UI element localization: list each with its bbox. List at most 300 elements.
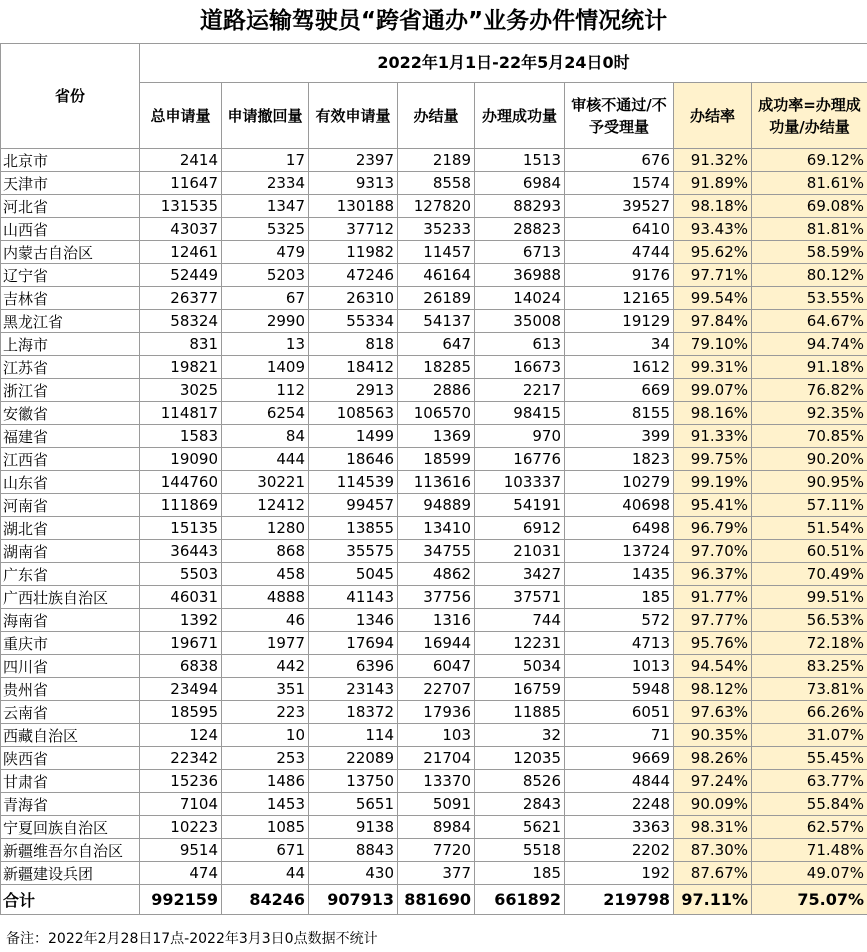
value-cell: 5045	[309, 563, 398, 586]
value-cell: 71	[565, 724, 674, 747]
value-cell: 103	[398, 724, 475, 747]
table-row	[1, 793, 867, 816]
value-cell: 19129	[565, 310, 674, 333]
value-cell: 223	[222, 701, 309, 724]
value-cell: 99.54%	[674, 287, 752, 310]
value-cell: 114817	[140, 402, 222, 425]
table-row	[1, 655, 867, 678]
value-cell: 26377	[140, 287, 222, 310]
value-cell: 35575	[309, 540, 398, 563]
province-cell: 河南省	[1, 494, 140, 517]
value-cell: 90.20%	[752, 448, 867, 471]
value-cell: 6254	[222, 402, 309, 425]
value-cell: 676	[565, 149, 674, 172]
footnote: 备注：2022年2月28日17点-2022年3月3日0点数据不统计	[6, 931, 378, 947]
province-cell: 甘肃省	[1, 770, 140, 793]
province-cell: 北京市	[1, 149, 140, 172]
value-cell: 91.89%	[674, 172, 752, 195]
value-cell: 43037	[140, 218, 222, 241]
column-header: 审核不通过/不予受理量	[565, 83, 674, 149]
value-cell: 98.31%	[674, 816, 752, 839]
value-cell: 92.35%	[752, 402, 867, 425]
province-cell: 福建省	[1, 425, 140, 448]
value-cell: 9138	[309, 816, 398, 839]
value-cell: 113616	[398, 471, 475, 494]
value-cell: 18646	[309, 448, 398, 471]
value-cell: 8984	[398, 816, 475, 839]
value-cell: 13750	[309, 770, 398, 793]
value-cell: 99.19%	[674, 471, 752, 494]
value-cell: 6047	[398, 655, 475, 678]
value-cell: 114	[309, 724, 398, 747]
table-row	[1, 678, 867, 701]
value-cell: 4713	[565, 632, 674, 655]
value-cell: 6713	[475, 241, 565, 264]
value-cell: 63.77%	[752, 770, 867, 793]
value-cell: 26310	[309, 287, 398, 310]
value-cell: 95.62%	[674, 241, 752, 264]
value-cell: 399	[565, 425, 674, 448]
value-cell: 103337	[475, 471, 565, 494]
province-cell: 黑龙江省	[1, 310, 140, 333]
value-cell: 1612	[565, 356, 674, 379]
value-cell: 2334	[222, 172, 309, 195]
table-row	[1, 839, 867, 862]
value-cell: 37756	[398, 586, 475, 609]
table-row	[1, 701, 867, 724]
table-row	[1, 770, 867, 793]
value-cell: 8558	[398, 172, 475, 195]
value-cell: 19821	[140, 356, 222, 379]
value-cell: 430	[309, 862, 398, 885]
value-cell: 114539	[309, 471, 398, 494]
value-cell: 11457	[398, 241, 475, 264]
value-cell: 111869	[140, 494, 222, 517]
value-cell: 62.57%	[752, 816, 867, 839]
province-cell: 重庆市	[1, 632, 140, 655]
province-cell: 西藏自治区	[1, 724, 140, 747]
table-row	[1, 425, 867, 448]
value-cell: 992159	[140, 885, 222, 915]
value-cell: 90.95%	[752, 471, 867, 494]
value-cell: 4744	[565, 241, 674, 264]
value-cell: 21704	[398, 747, 475, 770]
value-cell: 11885	[475, 701, 565, 724]
value-cell: 130188	[309, 195, 398, 218]
value-cell: 1085	[222, 816, 309, 839]
value-cell: 57.11%	[752, 494, 867, 517]
value-cell: 34755	[398, 540, 475, 563]
value-cell: 2843	[475, 793, 565, 816]
province-cell: 广西壮族自治区	[1, 586, 140, 609]
value-cell: 1435	[565, 563, 674, 586]
value-cell: 6410	[565, 218, 674, 241]
value-cell: 13410	[398, 517, 475, 540]
value-cell: 6838	[140, 655, 222, 678]
value-cell: 66.26%	[752, 701, 867, 724]
column-header: 办结率	[674, 83, 752, 149]
value-cell: 13	[222, 333, 309, 356]
value-cell: 28823	[475, 218, 565, 241]
value-cell: 72.18%	[752, 632, 867, 655]
value-cell: 76.82%	[752, 379, 867, 402]
table-row	[1, 724, 867, 747]
value-cell: 23143	[309, 678, 398, 701]
value-cell: 2248	[565, 793, 674, 816]
value-cell: 91.32%	[674, 149, 752, 172]
value-cell: 881690	[398, 885, 475, 915]
value-cell: 9514	[140, 839, 222, 862]
value-cell: 2189	[398, 149, 475, 172]
value-cell: 5034	[475, 655, 565, 678]
value-cell: 112	[222, 379, 309, 402]
value-cell: 90.35%	[674, 724, 752, 747]
value-cell: 6498	[565, 517, 674, 540]
value-cell: 3363	[565, 816, 674, 839]
value-cell: 17694	[309, 632, 398, 655]
table-row	[1, 333, 867, 356]
value-cell: 192	[565, 862, 674, 885]
value-cell: 34	[565, 333, 674, 356]
value-cell: 1347	[222, 195, 309, 218]
value-cell: 1346	[309, 609, 398, 632]
page-title: 道路运输驾驶员“跨省通办”业务办件情况统计	[199, 8, 668, 34]
value-cell: 94889	[398, 494, 475, 517]
value-cell: 831	[140, 333, 222, 356]
value-cell: 18599	[398, 448, 475, 471]
value-cell: 377	[398, 862, 475, 885]
value-cell: 96.79%	[674, 517, 752, 540]
value-cell: 88293	[475, 195, 565, 218]
value-cell: 479	[222, 241, 309, 264]
value-cell: 16944	[398, 632, 475, 655]
value-cell: 18595	[140, 701, 222, 724]
value-cell: 5948	[565, 678, 674, 701]
value-cell: 87.30%	[674, 839, 752, 862]
value-cell: 12165	[565, 287, 674, 310]
value-cell: 3427	[475, 563, 565, 586]
value-cell: 1453	[222, 793, 309, 816]
value-cell: 99.07%	[674, 379, 752, 402]
value-cell: 40698	[565, 494, 674, 517]
value-cell: 52449	[140, 264, 222, 287]
value-cell: 1574	[565, 172, 674, 195]
value-cell: 16776	[475, 448, 565, 471]
value-cell: 144760	[140, 471, 222, 494]
value-cell: 253	[222, 747, 309, 770]
value-cell: 744	[475, 609, 565, 632]
value-cell: 98.26%	[674, 747, 752, 770]
value-cell: 572	[565, 609, 674, 632]
value-cell: 5503	[140, 563, 222, 586]
value-cell: 1316	[398, 609, 475, 632]
table-row	[1, 356, 867, 379]
value-cell: 35008	[475, 310, 565, 333]
value-cell: 91.33%	[674, 425, 752, 448]
value-cell: 64.67%	[752, 310, 867, 333]
value-cell: 18285	[398, 356, 475, 379]
value-cell: 96.37%	[674, 563, 752, 586]
table-row	[1, 287, 867, 310]
value-cell: 97.77%	[674, 609, 752, 632]
total-row	[1, 885, 867, 915]
value-cell: 868	[222, 540, 309, 563]
value-cell: 97.63%	[674, 701, 752, 724]
value-cell: 15236	[140, 770, 222, 793]
table-row	[1, 471, 867, 494]
value-cell: 5621	[475, 816, 565, 839]
value-cell: 36988	[475, 264, 565, 287]
value-cell: 46	[222, 609, 309, 632]
value-cell: 818	[309, 333, 398, 356]
value-cell: 98.12%	[674, 678, 752, 701]
value-cell: 6051	[565, 701, 674, 724]
table-row	[1, 540, 867, 563]
value-cell: 12231	[475, 632, 565, 655]
value-cell: 2414	[140, 149, 222, 172]
table-row	[1, 310, 867, 333]
value-cell: 83.25%	[752, 655, 867, 678]
value-cell: 22342	[140, 747, 222, 770]
value-cell: 127820	[398, 195, 475, 218]
table-row	[1, 264, 867, 287]
value-cell: 87.67%	[674, 862, 752, 885]
header-date-range: 2022年1月1日-22年5月24日0时	[140, 44, 867, 83]
value-cell: 97.84%	[674, 310, 752, 333]
value-cell: 47246	[309, 264, 398, 287]
value-cell: 2202	[565, 839, 674, 862]
province-cell: 广东省	[1, 563, 140, 586]
value-cell: 131535	[140, 195, 222, 218]
value-cell: 1583	[140, 425, 222, 448]
value-cell: 19671	[140, 632, 222, 655]
value-cell: 1977	[222, 632, 309, 655]
value-cell: 30221	[222, 471, 309, 494]
value-cell: 1392	[140, 609, 222, 632]
value-cell: 55334	[309, 310, 398, 333]
value-cell: 71.48%	[752, 839, 867, 862]
value-cell: 31.07%	[752, 724, 867, 747]
value-cell: 1280	[222, 517, 309, 540]
province-cell: 宁夏回族自治区	[1, 816, 140, 839]
value-cell: 5651	[309, 793, 398, 816]
value-cell: 37571	[475, 586, 565, 609]
value-cell: 108563	[309, 402, 398, 425]
value-cell: 39527	[565, 195, 674, 218]
column-header: 办结量	[398, 83, 475, 149]
value-cell: 17	[222, 149, 309, 172]
value-cell: 98415	[475, 402, 565, 425]
column-header: 有效申请量	[309, 83, 398, 149]
value-cell: 7104	[140, 793, 222, 816]
value-cell: 58.59%	[752, 241, 867, 264]
value-cell: 2397	[309, 149, 398, 172]
value-cell: 11647	[140, 172, 222, 195]
province-cell: 山东省	[1, 471, 140, 494]
table-row	[1, 241, 867, 264]
value-cell: 124	[140, 724, 222, 747]
value-cell: 84246	[222, 885, 309, 915]
value-cell: 46031	[140, 586, 222, 609]
table-row	[1, 517, 867, 540]
value-cell: 21031	[475, 540, 565, 563]
value-cell: 69.08%	[752, 195, 867, 218]
table-row	[1, 609, 867, 632]
table-row	[1, 586, 867, 609]
value-cell: 4888	[222, 586, 309, 609]
header-province: 省份	[1, 44, 140, 149]
table-row	[1, 195, 867, 218]
table-row	[1, 494, 867, 517]
province-cell: 贵州省	[1, 678, 140, 701]
value-cell: 99.51%	[752, 586, 867, 609]
value-cell: 73.81%	[752, 678, 867, 701]
province-cell: 新疆维吾尔自治区	[1, 839, 140, 862]
value-cell: 8843	[309, 839, 398, 862]
value-cell: 80.12%	[752, 264, 867, 287]
value-cell: 97.11%	[674, 885, 752, 915]
province-cell: 青海省	[1, 793, 140, 816]
value-cell: 18372	[309, 701, 398, 724]
value-cell: 35233	[398, 218, 475, 241]
value-cell: 351	[222, 678, 309, 701]
table-row	[1, 379, 867, 402]
value-cell: 60.51%	[752, 540, 867, 563]
province-cell: 河北省	[1, 195, 140, 218]
value-cell: 613	[475, 333, 565, 356]
value-cell: 671	[222, 839, 309, 862]
value-cell: 1369	[398, 425, 475, 448]
value-cell: 17936	[398, 701, 475, 724]
value-cell: 474	[140, 862, 222, 885]
value-cell: 7720	[398, 839, 475, 862]
value-cell: 647	[398, 333, 475, 356]
table-row	[1, 747, 867, 770]
value-cell: 95.76%	[674, 632, 752, 655]
province-cell: 江苏省	[1, 356, 140, 379]
value-cell: 81.61%	[752, 172, 867, 195]
province-cell: 海南省	[1, 609, 140, 632]
value-cell: 56.53%	[752, 609, 867, 632]
value-cell: 99.75%	[674, 448, 752, 471]
value-cell: 97.71%	[674, 264, 752, 287]
value-cell: 1013	[565, 655, 674, 678]
value-cell: 2217	[475, 379, 565, 402]
value-cell: 19090	[140, 448, 222, 471]
province-cell: 辽宁省	[1, 264, 140, 287]
value-cell: 9176	[565, 264, 674, 287]
province-cell: 天津市	[1, 172, 140, 195]
value-cell: 444	[222, 448, 309, 471]
value-cell: 9313	[309, 172, 398, 195]
value-cell: 23494	[140, 678, 222, 701]
value-cell: 10223	[140, 816, 222, 839]
value-cell: 185	[475, 862, 565, 885]
value-cell: 36443	[140, 540, 222, 563]
value-cell: 54191	[475, 494, 565, 517]
value-cell: 3025	[140, 379, 222, 402]
value-cell: 6984	[475, 172, 565, 195]
value-cell: 75.07%	[752, 885, 867, 915]
province-cell: 陕西省	[1, 747, 140, 770]
value-cell: 32	[475, 724, 565, 747]
value-cell: 1823	[565, 448, 674, 471]
table-row	[1, 563, 867, 586]
value-cell: 14024	[475, 287, 565, 310]
value-cell: 13370	[398, 770, 475, 793]
province-cell: 浙江省	[1, 379, 140, 402]
column-header: 总申请量	[140, 83, 222, 149]
column-header: 办理成功量	[475, 83, 565, 149]
value-cell: 5518	[475, 839, 565, 862]
value-cell: 16673	[475, 356, 565, 379]
value-cell: 90.09%	[674, 793, 752, 816]
value-cell: 11982	[309, 241, 398, 264]
value-cell: 12461	[140, 241, 222, 264]
value-cell: 5325	[222, 218, 309, 241]
value-cell: 219798	[565, 885, 674, 915]
value-cell: 16759	[475, 678, 565, 701]
value-cell: 5203	[222, 264, 309, 287]
value-cell: 22089	[309, 747, 398, 770]
value-cell: 55.45%	[752, 747, 867, 770]
value-cell: 10279	[565, 471, 674, 494]
province-cell: 吉林省	[1, 287, 140, 310]
value-cell: 67	[222, 287, 309, 310]
value-cell: 6912	[475, 517, 565, 540]
value-cell: 8155	[565, 402, 674, 425]
value-cell: 98.18%	[674, 195, 752, 218]
value-cell: 13855	[309, 517, 398, 540]
value-cell: 94.74%	[752, 333, 867, 356]
value-cell: 58324	[140, 310, 222, 333]
province-cell: 云南省	[1, 701, 140, 724]
value-cell: 99.31%	[674, 356, 752, 379]
province-cell: 湖南省	[1, 540, 140, 563]
value-cell: 1499	[309, 425, 398, 448]
value-cell: 70.49%	[752, 563, 867, 586]
value-cell: 91.18%	[752, 356, 867, 379]
value-cell: 94.54%	[674, 655, 752, 678]
table-row	[1, 862, 867, 885]
value-cell: 81.81%	[752, 218, 867, 241]
value-cell: 54137	[398, 310, 475, 333]
province-cell: 山西省	[1, 218, 140, 241]
value-cell: 70.85%	[752, 425, 867, 448]
value-cell: 1409	[222, 356, 309, 379]
value-cell: 669	[565, 379, 674, 402]
value-cell: 97.70%	[674, 540, 752, 563]
column-header: 成功率=办理成功量/办结量	[752, 83, 867, 149]
value-cell: 53.55%	[752, 287, 867, 310]
value-cell: 185	[565, 586, 674, 609]
value-cell: 1513	[475, 149, 565, 172]
value-cell: 93.43%	[674, 218, 752, 241]
province-cell: 合计	[1, 885, 140, 915]
value-cell: 907913	[309, 885, 398, 915]
value-cell: 97.24%	[674, 770, 752, 793]
value-cell: 9669	[565, 747, 674, 770]
value-cell: 22707	[398, 678, 475, 701]
value-cell: 458	[222, 563, 309, 586]
value-cell: 12035	[475, 747, 565, 770]
table-row	[1, 448, 867, 471]
province-cell: 安徽省	[1, 402, 140, 425]
value-cell: 10	[222, 724, 309, 747]
table-row	[1, 632, 867, 655]
province-cell: 上海市	[1, 333, 140, 356]
value-cell: 44	[222, 862, 309, 885]
